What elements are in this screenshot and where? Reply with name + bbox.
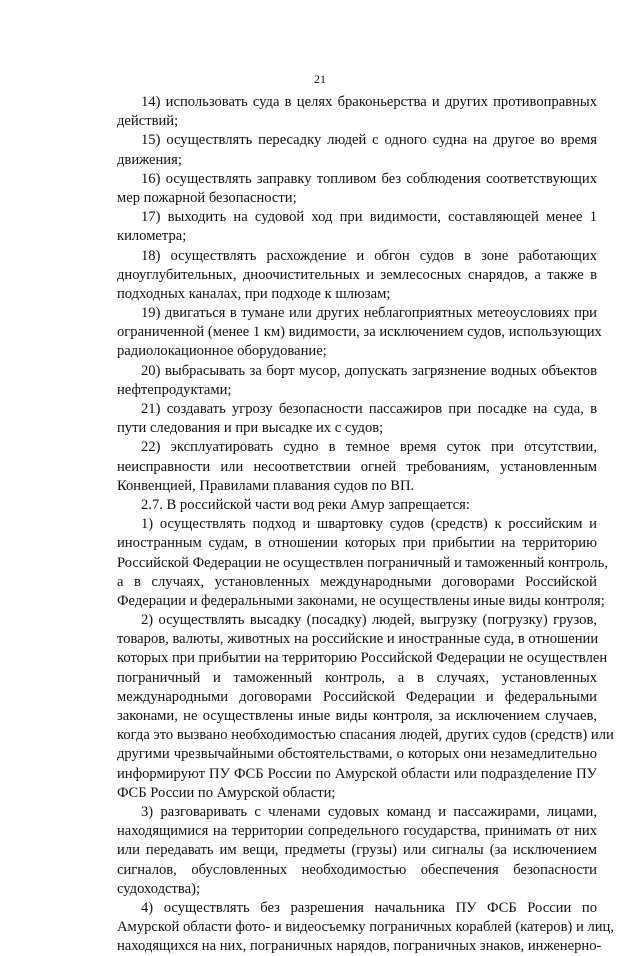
text-line: 2) осуществлять высадку (посадку) людей, выгрузку (погрузку) грузов, bbox=[141, 612, 597, 629]
paragraph-p22 bbox=[117, 438, 597, 496]
text-line: действий; bbox=[117, 113, 179, 130]
paragraph-s27-2 bbox=[117, 611, 614, 803]
text-line: 3) разговаривать с членами судовых команд и пассажирами, лицами, bbox=[141, 803, 597, 820]
text-line: пограничный и таможенный контроль, а в случаях, установленных bbox=[117, 669, 597, 686]
paragraph-p16 bbox=[117, 170, 597, 208]
text-line: радиолокационное оборудование; bbox=[117, 343, 327, 360]
text-line: Амурской области фото- и видеосъемку пограничных кораблей (катеров) и лиц, bbox=[117, 919, 614, 936]
text-line: пути следования и при высадке их с судов; bbox=[117, 420, 384, 437]
text-line: нефтепродуктами; bbox=[117, 381, 232, 398]
text-line: 21) создавать угрозу безопасности пассажиров при посадке на суда, в bbox=[141, 401, 597, 417]
text-line: 14) использовать суда в целях браконьерства и других противоправных bbox=[141, 94, 597, 110]
text-line: иностранным судам, в отношении которых при прибытии на территорию bbox=[117, 535, 597, 552]
text-line: сигналов, обусловленных необходимостью обеспечения безопасности bbox=[117, 861, 597, 878]
text-line: другими чрезвычайными обстоятельствами, о которых они незамедлительно bbox=[117, 746, 597, 763]
text-line: подходных каналах, при подходе к шлюзам; bbox=[117, 285, 391, 302]
paragraph-p14 bbox=[117, 93, 597, 131]
text-line: 19) двигаться в тумане или других неблагоприятных метеоусловиях при bbox=[141, 305, 597, 322]
text-line: 16) осуществлять заправку топливом без соблюдения соответствующих bbox=[141, 170, 597, 187]
text-line: которых при прибытии на территорию Российской Федерации не осуществлен bbox=[117, 650, 608, 667]
text-line: когда это вызвано необходимостью спасания людей, других судов (средств) или bbox=[117, 727, 614, 744]
paragraph-p21 bbox=[117, 400, 597, 438]
paragraph-p20 bbox=[117, 362, 597, 400]
page-number: 21 bbox=[314, 72, 326, 86]
paragraph-s27-4 bbox=[117, 899, 614, 956]
text-line: 1) осуществлять подход и швартовку судов (средств) к российским и bbox=[141, 516, 597, 533]
text-line: а в случаях, установленных международными договорами Российской bbox=[117, 573, 597, 590]
text-line: 2.7. В российской части вод реки Амур запрещается: bbox=[141, 496, 470, 513]
text-line: судоходства); bbox=[117, 880, 201, 897]
text-line: 22) эксплуатировать судно в темное время суток при отсутствии, bbox=[141, 439, 597, 456]
text-line: международными договорами Российской Федерации и федеральными bbox=[117, 688, 597, 705]
text-line: километра; bbox=[117, 228, 187, 245]
paragraph-p19 bbox=[117, 304, 602, 362]
text-line: ФСБ России по Амурской области; bbox=[117, 784, 336, 801]
paragraph-s27-3 bbox=[117, 803, 597, 899]
text-line: 20) выбрасывать за борт мусор, допускать загрязнение водных объектов bbox=[141, 362, 597, 379]
text-line: ограниченной (менее 1 км) видимости, за исключением судов, использующих bbox=[117, 324, 602, 341]
text-line: информируют ПУ ФСБ России по Амурской области или подразделение ПУ bbox=[117, 765, 597, 782]
text-line: Федерации и федеральными законами, не осуществлены иные виды контроля; bbox=[117, 592, 605, 609]
text-line: товаров, валюты, животных на российские и иностранные суда, в отношении bbox=[117, 631, 599, 648]
text-line: находящихся на них, пограничных нарядов, пограничных знаков, инженерно- bbox=[117, 938, 602, 955]
document-body bbox=[117, 93, 614, 956]
text-line: 4) осуществлять без разрешения начальника ПУ ФСБ России по bbox=[141, 899, 597, 916]
text-line: 15) осуществлять пересадку людей с одного судна на другое во время bbox=[141, 132, 597, 149]
text-line: Российской Федерации не осуществлен пограничный и таможенный контроль, bbox=[117, 554, 608, 571]
text-line: дноуглубительных, дноочистительных и землесосных снарядов, а также в bbox=[117, 266, 597, 283]
text-line: законами, не осуществлены иные виды контроля, за исключением случаев, bbox=[117, 708, 597, 724]
paragraph-s27-1 bbox=[117, 515, 608, 611]
paragraph-p17 bbox=[117, 208, 597, 246]
text-line: или передавать им вещи, предметы (грузы) или сигналы (за исключением bbox=[117, 842, 597, 859]
paragraph-p15 bbox=[117, 131, 597, 169]
text-line: 17) выходить на судовой ход при видимости, составляющей менее 1 bbox=[141, 209, 597, 226]
text-line: неисправности или несоответствии огней требованиям, установленным bbox=[117, 458, 597, 475]
text-line: Конвенцией, Правилами плавания судов по ВП. bbox=[117, 477, 415, 494]
text-line: 18) осуществлять расхождение и обгон судов в зоне работающих bbox=[141, 247, 597, 264]
text-line: мер пожарной безопасности; bbox=[117, 189, 297, 206]
paragraph-p18 bbox=[117, 247, 597, 305]
paragraph-s27 bbox=[117, 496, 597, 515]
text-line: движения; bbox=[117, 151, 182, 168]
text-line: находящимися на территории сопредельного государства, принимать от них bbox=[117, 823, 597, 840]
